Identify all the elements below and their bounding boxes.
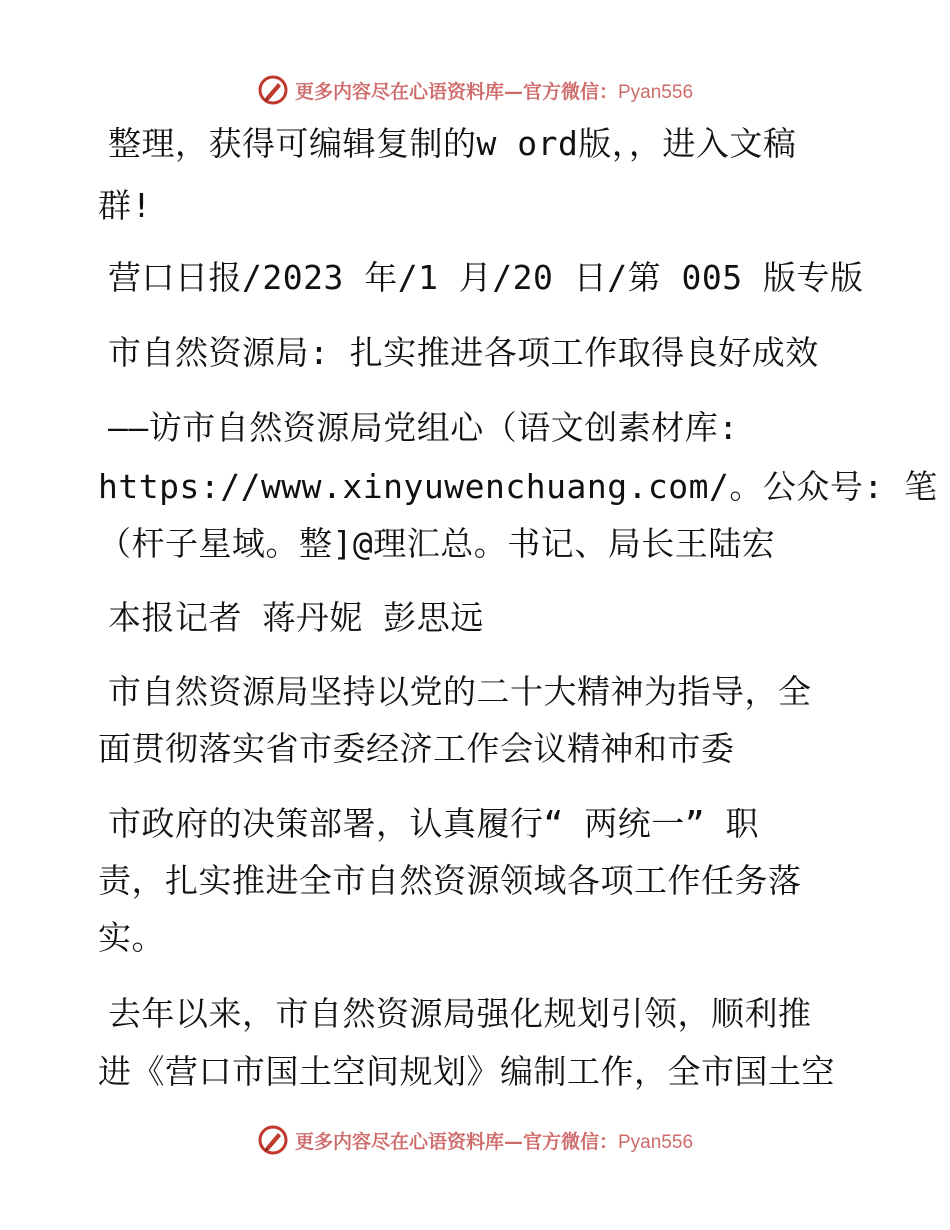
paragraph-line: 整理，获得可编辑复制的w ord版，，进入文稿 (108, 124, 797, 163)
watermark-label: 更多内容尽在心语资料库—官方微信： (294, 80, 618, 103)
pen-logo-icon (257, 1124, 289, 1156)
watermark-banner-bottom (0, 1120, 950, 1160)
watermark-handle: Pyan556 (618, 81, 694, 103)
paragraph-line: 进《营口市国土空间规划》编制工作，全市国土空 (98, 1052, 835, 1091)
article-subtitle-line: （杆子星域。整]@理汇总。书记、局长王陆宏 (98, 524, 776, 563)
article-title: 市自然资源局: 扎实推进各项工作取得良好成效 (108, 333, 819, 372)
watermark-group (257, 74, 693, 106)
article-subtitle-line: ——访市自然资源局党组心（语文创素材库: (108, 408, 739, 447)
paragraph-line: 实。 (98, 918, 165, 957)
watermark-handle: Pyan556 (618, 1131, 694, 1153)
watermark-text (295, 77, 693, 104)
paragraph-line: 群! (98, 186, 152, 225)
paragraph-line: 市政府的决策部署，认真履行“ 两统一” 职 (108, 804, 759, 843)
newspaper-source-line: 营口日报/2023 年/1 月/20 日/第 005 版专版 (108, 258, 864, 297)
paragraph-line: 去年以来，市自然资源局强化规划引领，顺利推 (108, 994, 812, 1033)
watermark-text (295, 1127, 693, 1154)
article-subtitle-line: https://www.xinyuwenchuang.com/。公众号: 笔 (98, 467, 938, 506)
paragraph-line: 市自然资源局坚持以党的二十大精神为指导，全 (108, 672, 812, 711)
watermark-banner-top (0, 70, 950, 110)
byline: 本报记者 蒋丹妮 彭思远 (108, 598, 484, 637)
watermark-label: 更多内容尽在心语资料库—官方微信： (294, 1130, 618, 1153)
paragraph-line: 面贯彻落实省市委经济工作会议精神和市委 (98, 729, 735, 768)
watermark-group (257, 1124, 693, 1156)
paragraph-line: 责，扎实推进全市自然资源领域各项工作任务落 (98, 861, 802, 900)
pen-logo-icon (257, 74, 289, 106)
